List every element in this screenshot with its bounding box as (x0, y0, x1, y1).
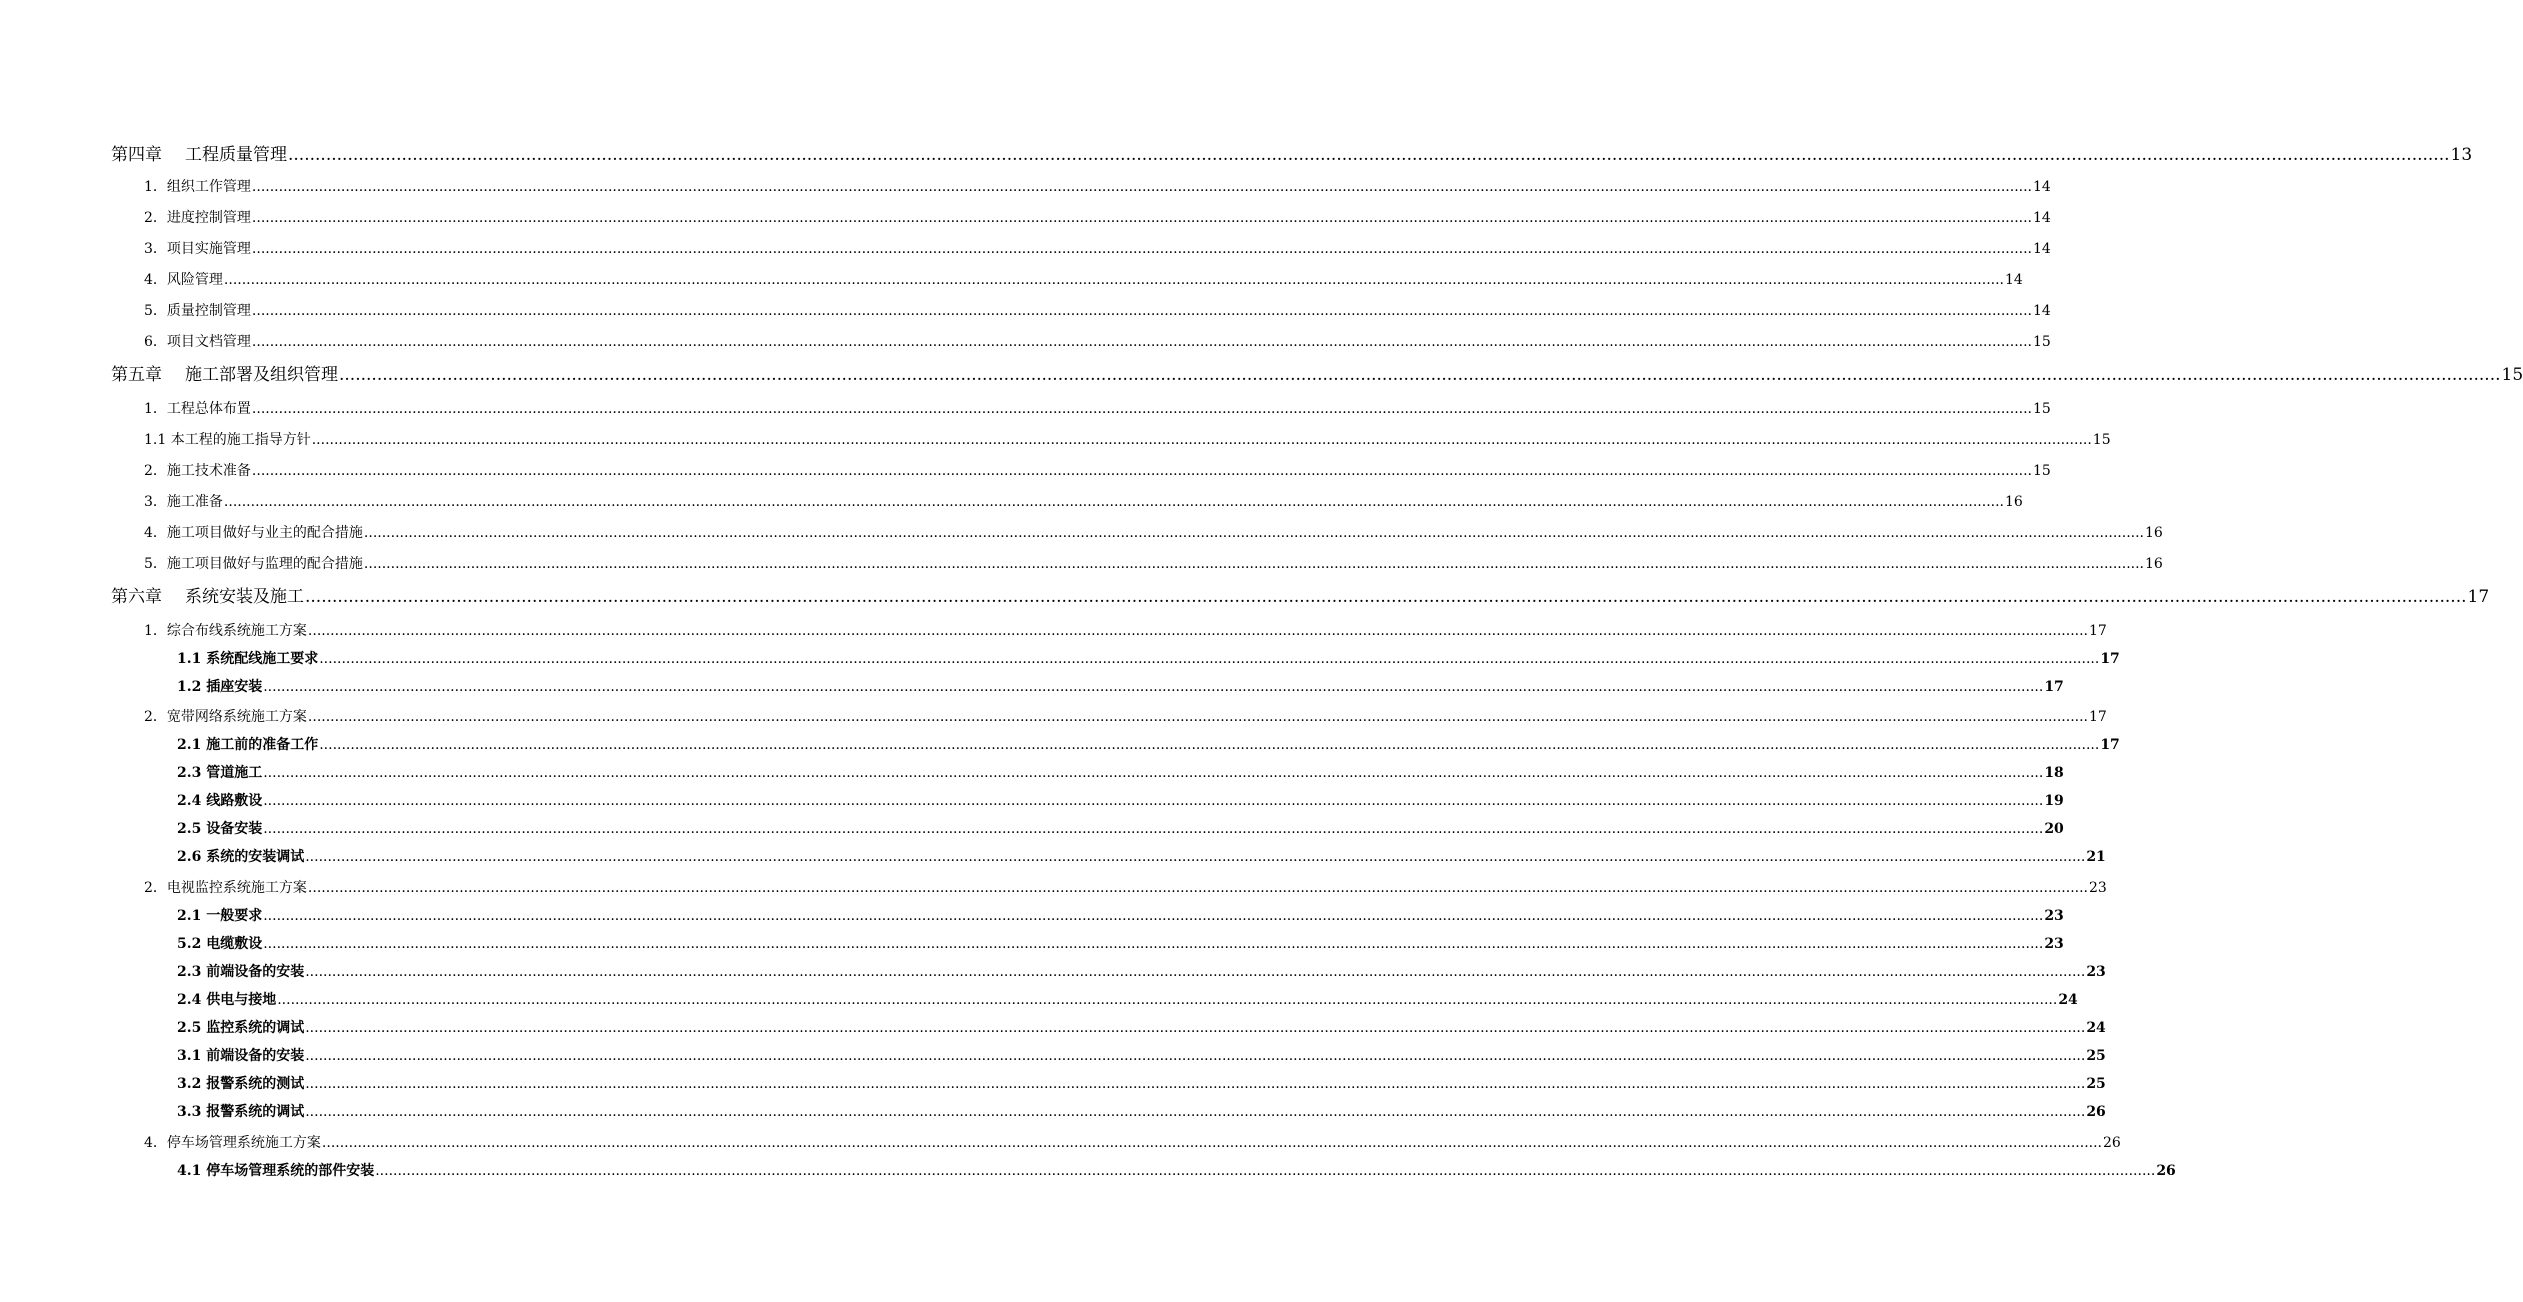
toc-entry-title: 3．项目实施管理 (144, 241, 251, 257)
page-number: 13 (2450, 145, 2473, 165)
dot-leader: ................................................................................................................................................................................................................................................................................................................................................................................................................ (307, 623, 2088, 639)
toc-entry-title (111, 360, 338, 385)
toc-entry-title: 2．电视监控系统施工方案 (144, 880, 307, 896)
toc-entry-title: 5．质量控制管理 (144, 303, 251, 319)
chapter-title: 工程质量管理 (185, 145, 287, 165)
toc-entry[interactable] (144, 620, 2107, 640)
page-number: 23 (2044, 908, 2064, 924)
toc-entry[interactable] (111, 360, 2523, 385)
toc-entry-title: 3.3 报警系统的调试 (177, 1104, 305, 1120)
toc-entry[interactable] (144, 877, 2107, 897)
dot-leader: ................................................................................................................................................................................................................................................................................................................................................................................................................ (307, 709, 2088, 725)
toc-entry[interactable] (177, 1045, 2106, 1065)
page-number: 17 (2100, 737, 2120, 753)
toc-entry[interactable] (177, 676, 2064, 696)
page-number: 26 (2103, 1135, 2121, 1151)
dot-leader: ................................................................................................................................................................................................................................................................................................................................................................................................................ (339, 365, 2501, 385)
page-number: 17 (2089, 709, 2107, 725)
toc-entry[interactable] (144, 460, 2051, 480)
toc-entry[interactable] (144, 1132, 2121, 1152)
toc-entry-title: 1．工程总体布置 (144, 401, 251, 417)
dot-leader: ................................................................................................................................................................................................................................................................................................................................................................................................................ (305, 849, 2086, 865)
page-number: 14 (2033, 179, 2051, 195)
dot-leader: ................................................................................................................................................................................................................................................................................................................................................................................................................ (263, 936, 2044, 952)
page-number: 15 (2092, 432, 2111, 448)
page-number: 21 (2086, 849, 2106, 865)
toc-entry-title: 1.2 插座安装 (177, 679, 263, 695)
toc-entry-title: 2.1 施工前的准备工作 (177, 737, 319, 753)
dot-leader: ................................................................................................................................................................................................................................................................................................................................................................................................................ (251, 303, 2032, 319)
dot-leader: ................................................................................................................................................................................................................................................................................................................................................................................................................ (375, 1163, 2156, 1179)
page-number: 14 (2005, 272, 2023, 288)
toc-entry[interactable] (177, 846, 2106, 866)
toc-entry-title: 6．项目文档管理 (144, 334, 251, 350)
toc-entry[interactable] (144, 522, 2163, 542)
dot-leader: ................................................................................................................................................................................................................................................................................................................................................................................................................ (363, 556, 2144, 572)
page-number: 17 (2089, 623, 2107, 639)
toc-entry[interactable] (177, 1017, 2106, 1037)
toc-entry-title: 3.1 前端设备的安装 (177, 1048, 305, 1064)
page-number: 23 (2044, 936, 2064, 952)
page-number: 24 (2086, 1020, 2106, 1036)
toc-entry-title: 2.5 监控系统的调试 (177, 1020, 305, 1036)
toc-entry-title (111, 582, 304, 607)
toc-entry[interactable] (177, 790, 2064, 810)
dot-leader: ................................................................................................................................................................................................................................................................................................................................................................................................................ (251, 179, 2032, 195)
toc-entry[interactable] (177, 933, 2064, 953)
page-number: 18 (2044, 765, 2064, 781)
toc-entry[interactable] (144, 238, 2051, 258)
toc-entry[interactable] (177, 648, 2120, 668)
toc-entry[interactable] (177, 818, 2064, 838)
page-number: 14 (2033, 241, 2051, 257)
page-number: 26 (2086, 1104, 2106, 1120)
toc-entry-title: 2．施工技术准备 (144, 463, 251, 479)
dot-leader: ................................................................................................................................................................................................................................................................................................................................................................................................................ (263, 821, 2044, 837)
page-number: 20 (2044, 821, 2064, 837)
toc-entry-title: 1．综合布线系统施工方案 (144, 623, 307, 639)
dot-leader: ................................................................................................................................................................................................................................................................................................................................................................................................................ (319, 737, 2100, 753)
toc-entry-title: 3.2 报警系统的测试 (177, 1076, 305, 1092)
toc-entry[interactable] (177, 1160, 2176, 1180)
dot-leader: ................................................................................................................................................................................................................................................................................................................................................................................................................ (277, 992, 2058, 1008)
dot-leader: ................................................................................................................................................................................................................................................................................................................................................................................................................ (307, 880, 2088, 896)
dot-leader: ................................................................................................................................................................................................................................................................................................................................................................................................................ (311, 432, 2092, 448)
chapter-number: 第六章 (111, 587, 162, 607)
dot-leader: ................................................................................................................................................................................................................................................................................................................................................................................................................ (305, 1076, 2086, 1092)
toc-entry[interactable] (111, 140, 2473, 165)
page-number: 24 (2058, 992, 2078, 1008)
toc-entry-title: 3．施工准备 (144, 494, 223, 510)
dot-leader: ................................................................................................................................................................................................................................................................................................................................................................................................................ (251, 210, 2032, 226)
chapter-number: 第五章 (111, 365, 162, 385)
toc-entry[interactable] (144, 706, 2107, 726)
toc-entry-title: 4．施工项目做好与业主的配合措施 (144, 525, 363, 541)
toc-entry[interactable] (144, 398, 2051, 418)
toc-entry[interactable] (177, 1101, 2106, 1121)
page-number: 16 (2145, 525, 2163, 541)
dot-leader: ................................................................................................................................................................................................................................................................................................................................................................................................................ (305, 1020, 2086, 1036)
toc-entry-title: 2.6 系统的安装调试 (177, 849, 305, 865)
dot-leader: ................................................................................................................................................................................................................................................................................................................................................................................................................ (223, 494, 2004, 510)
chapter-number: 第四章 (111, 145, 162, 165)
toc-entry-title: 2.1 一般要求 (177, 908, 263, 924)
toc-entry[interactable] (177, 961, 2106, 981)
page-number: 15 (2033, 334, 2051, 350)
page-number: 25 (2086, 1076, 2106, 1092)
toc-entry[interactable] (177, 989, 2078, 1009)
page-number: 23 (2089, 880, 2107, 896)
toc-entry[interactable] (144, 269, 2023, 289)
page-number: 15 (2033, 401, 2051, 417)
page-number: 25 (2086, 1048, 2106, 1064)
toc-entry[interactable] (144, 553, 2163, 573)
dot-leader: ................................................................................................................................................................................................................................................................................................................................................................................................................ (251, 463, 2032, 479)
dot-leader: ................................................................................................................................................................................................................................................................................................................................................................................................................ (263, 793, 2044, 809)
dot-leader: ................................................................................................................................................................................................................................................................................................................................................................................................................ (363, 525, 2144, 541)
toc-entry[interactable] (111, 582, 2490, 607)
toc-entry-title (111, 140, 287, 165)
dot-leader: ................................................................................................................................................................................................................................................................................................................................................................................................................ (305, 964, 2086, 980)
page-number: 16 (2145, 556, 2163, 572)
page-number: 15 (2501, 365, 2523, 385)
toc-entry[interactable] (144, 491, 2023, 511)
toc-entry-title: 5.2 电缆敷设 (177, 936, 263, 952)
toc-entry[interactable] (177, 1073, 2106, 1093)
page-number: 26 (2156, 1163, 2176, 1179)
dot-leader: ................................................................................................................................................................................................................................................................................................................................................................................................................ (305, 1104, 2086, 1120)
page-number: 23 (2086, 964, 2106, 980)
page-number: 16 (2005, 494, 2023, 510)
dot-leader: ................................................................................................................................................................................................................................................................................................................................................................................................................ (305, 587, 2467, 607)
dot-leader: ................................................................................................................................................................................................................................................................................................................................................................................................................ (263, 908, 2044, 924)
dot-leader: ................................................................................................................................................................................................................................................................................................................................................................................................................ (223, 272, 2004, 288)
page-number: 14 (2033, 303, 2051, 319)
toc-entry-title: 4．风险管理 (144, 272, 223, 288)
chapter-title: 施工部署及组织管理 (185, 365, 338, 385)
toc-entry[interactable] (144, 300, 2051, 320)
dot-leader: ................................................................................................................................................................................................................................................................................................................................................................................................................ (319, 651, 2100, 667)
toc-entry-title: 2.3 前端设备的安装 (177, 964, 305, 980)
dot-leader: ................................................................................................................................................................................................................................................................................................................................................................................................................ (263, 679, 2044, 695)
toc-entry-title: 2.3 管道施工 (177, 765, 263, 781)
toc-entry[interactable] (177, 905, 2064, 925)
dot-leader: ................................................................................................................................................................................................................................................................................................................................................................................................................ (263, 765, 2044, 781)
page-number: 17 (2044, 679, 2064, 695)
toc-entry-title: 2.4 供电与接地 (177, 992, 277, 1008)
dot-leader: ................................................................................................................................................................................................................................................................................................................................................................................................................ (251, 241, 2032, 257)
toc-entry-title: 4.1 停车场管理系统的部件安装 (177, 1163, 375, 1179)
toc-entry-title: 5．施工项目做好与监理的配合措施 (144, 556, 363, 572)
toc-entry[interactable] (144, 331, 2051, 351)
toc-entry-title: 2.5 设备安装 (177, 821, 263, 837)
toc-entry[interactable] (144, 429, 2111, 449)
toc-entry-title: 2．进度控制管理 (144, 210, 251, 226)
toc-entry-title: 1.1 系统配线施工要求 (177, 651, 319, 667)
toc-entry-title: 2.4 线路敷设 (177, 793, 263, 809)
chapter-title: 系统安装及施工 (185, 587, 304, 607)
page-number: 19 (2044, 793, 2064, 809)
page-number: 14 (2033, 210, 2051, 226)
dot-leader: ................................................................................................................................................................................................................................................................................................................................................................................................................ (251, 334, 2032, 350)
page-number: 17 (2467, 587, 2490, 607)
dot-leader: ................................................................................................................................................................................................................................................................................................................................................................................................................ (321, 1135, 2102, 1151)
toc-entry-title: 2．宽带网络系统施工方案 (144, 709, 307, 725)
toc-entry-title: 4．停车场管理系统施工方案 (144, 1135, 321, 1151)
toc-entry[interactable] (144, 207, 2051, 227)
dot-leader: ................................................................................................................................................................................................................................................................................................................................................................................................................ (251, 401, 2032, 417)
toc-entry[interactable] (177, 734, 2120, 754)
toc-entry[interactable] (144, 176, 2051, 196)
toc-entry-title: 1．组织工作管理 (144, 179, 251, 195)
dot-leader: ................................................................................................................................................................................................................................................................................................................................................................................................................ (305, 1048, 2086, 1064)
page-number: 15 (2033, 463, 2051, 479)
page-number: 17 (2100, 651, 2120, 667)
dot-leader: ................................................................................................................................................................................................................................................................................................................................................................................................................ (288, 145, 2450, 165)
toc-entry-title: 1.1 本工程的施工指导方针 (144, 432, 311, 448)
toc-entry[interactable] (177, 762, 2064, 782)
